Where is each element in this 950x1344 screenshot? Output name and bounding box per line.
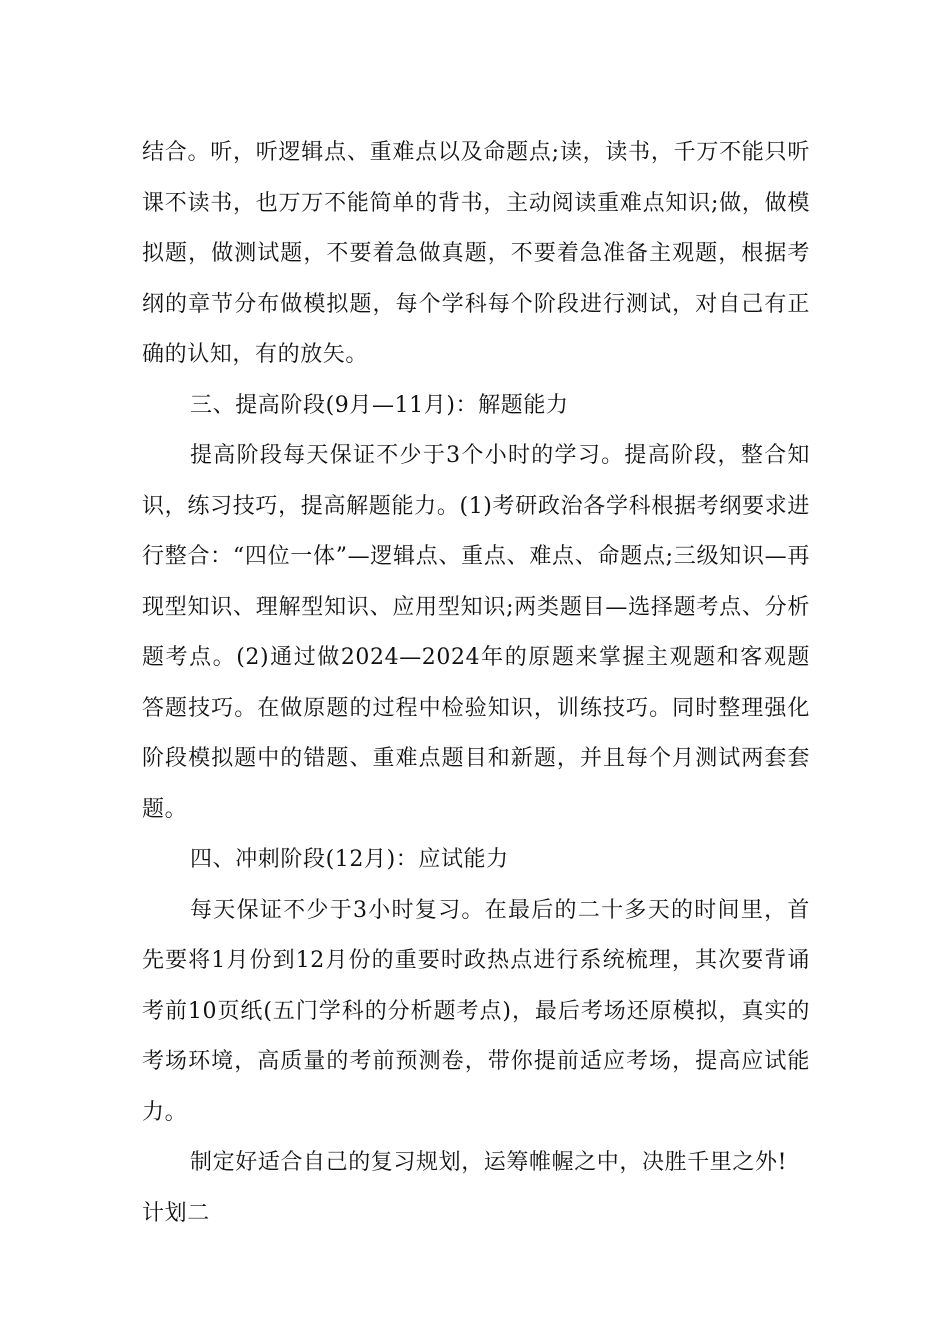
section-heading-sprint-stage: 四、冲刺阶段(12月)：应试能力 [190,847,509,872]
document-body [142,128,810,1239]
paragraph-study-methods: 结合。听，听逻辑点、重难点以及命题点;读，读书，千万不能只听课不读书，也万万不能简单的背书，主动阅读重难点知识;做，做模拟题，做测试题，不要着急做真题，不要着急准备主观题，根据考纲的章节分布做模拟题，每个学科每个阶段进行测试，对自己有正确的认知，有的放矢。 [142,140,810,367]
paragraph-improvement-stage: 提高阶段每天保证不少于3个小时的学习。提高阶段，整合知识，练习技巧，提高解题能力。(1)考研政治各学科根据考纲要求进行整合：“四位一体”—逻辑点、重点、难点、命题点;三级知识—再现型知识、理解型知识、应用型知识;两类题目—选择题考点、分析题考点。(2)通过做2024—2024年的原题来掌握主观题和客观题答题技巧。在做原题的过程中检验知识，训练技巧。同时整理强化阶段模拟题中的错题、重难点题目和新题，并且每个月测试两套套题。 [142,443,810,822]
paragraph-conclusion: 制定好适合自己的复习规划，运筹帷幄之中，决胜千里之外! [190,1150,788,1175]
paragraph-sprint-stage: 每天保证不少于3小时复习。在最后的二十多天的时间里，首先要将1月份到12月份的重要时政热点进行系统梳理，其次要背诵考前10页纸(五门学科的分析题考点)，最后考场还原模拟，真实的考场环境，高质量的考前预测卷，带你提前适应考场，提高应试能力。 [142,897,810,1125]
section-heading-improvement-stage: 三、提高阶段(9月—11月)：解题能力 [190,392,569,418]
plan-two-heading: 计划二 [142,1200,210,1226]
